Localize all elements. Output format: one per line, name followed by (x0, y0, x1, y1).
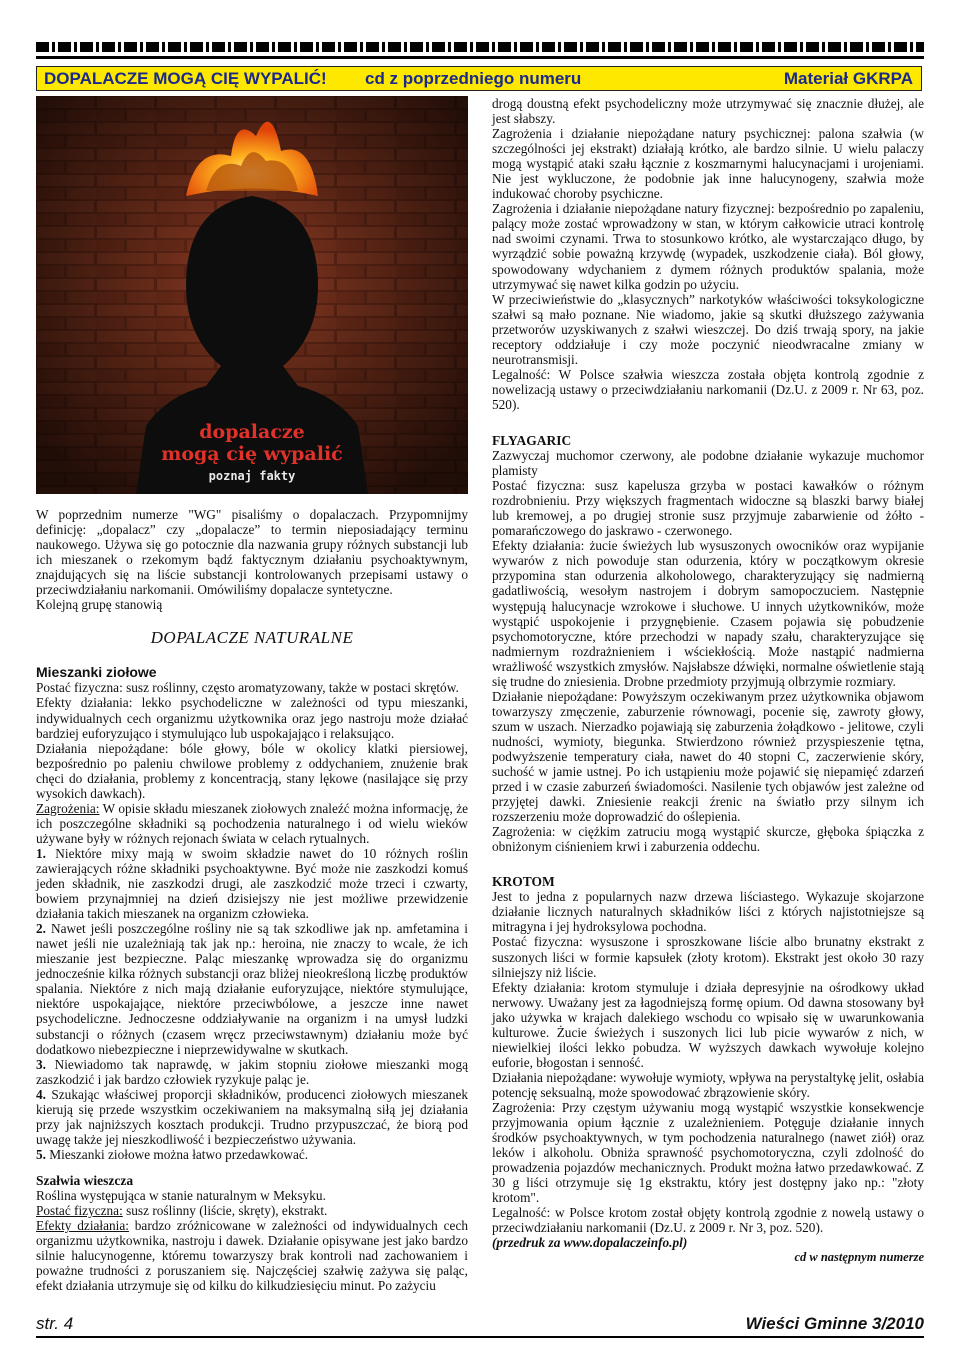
header-banner (36, 66, 922, 91)
point-4-text: Szukając właściwej proporcji składników, producenci ziołowych mieszanek kierują się przede wszystkim oczekiwaniem na maksymalną siłą jej działania przy jak najniższych kosztach produkcji. Trudno przypuszczać, że biorą pod uwagę także jej nieszkodliwość i bezpieczeństwo używania. (36, 1086, 468, 1147)
point-2-number: 2. (36, 921, 46, 937)
poster-line-2: mogą cię wypalić (161, 443, 343, 465)
salvia-effects-text: bardzo zróżnicowane w zależności od indywidualnych cech organizmu użytkownika, nastroju i dawek. Działanie opisywane jest jako bardzo silnie halucynogenne, któremu towarzyszy brak kontroli nad zachowaniem i poważne trudności z poruszaniem się. Najczęściej szałwię zażywa się paląc, efekt działania utrzymuje się od kilku do kilkudziesięciu minut. Po zażyciu (36, 1218, 468, 1294)
mix-physical-form: Postać fizyczna: susz roślinny, często aromatyzowany, także w postaci skrętów. (36, 680, 459, 696)
continuation-note: cd z poprzedniego numeru (365, 69, 582, 88)
flyagaric-side-effects: Działanie niepożądane: Powyższym oczekiwanym przez użytkownika objawom towarzyszy zmęczenie, zaburzenie równowagi, pocenie się, zawroty głowy, szum w uszach. Nierzadko pojawiają się zaburzenia żołądkowo - jelitowe, czyli nudności, wymioty, biegunka. Stwierdzono również przyspieszenie tętna, podwyższenie temperatury ciała, nawet do 40 stopni C, zaczerwienie skóry, suchość w jamie ustnej. Po ich ustąpieniu może pojawić się niepamięć zdarzeń przed i w czasie zaburzeń świadomości. Nasilenie tych objawów jest zależne od przyjętej dawki. Zniesienie reakcji źrenic na światło przy silnym ich rozszerzeniu może doprowadzić do oślepienia. (492, 688, 924, 825)
point-1-text: Niektóre mixy mają w swoim składzie nawet do 10 różnych roślin zawierających różne składniki psychoaktywne. Być może nie zaszkodzi komuś jeden składnik, nie zaszkodzi drugi, ale zaszkodzić może trzeci i czwarty, bowiem przynajmniej na dzień dzisiejszy nie jest możliwe przewidzenie działania takich mieszanek na organizm człowieka. (36, 845, 468, 922)
mix-threats-label: Zagrożenia: (36, 800, 100, 816)
point-4 (36, 1087, 468, 1147)
page-number: str. 4 (36, 1314, 74, 1333)
flyagaric-intro: Zazwyczaj muchomor czerwony, ale podobne działanie wykazuje muchomor plamisty (492, 448, 924, 479)
mix-threats (36, 801, 468, 846)
subsection-krotom: KROTOM (492, 874, 555, 890)
right-column (492, 96, 924, 1266)
subsection-flyagaric: FLYAGARIC (492, 432, 572, 448)
top-rule-line (36, 56, 924, 59)
point-1 (36, 846, 468, 921)
salvia-psychological-threats: Zagrożenia i działanie niepożądane natury psychicznej: palona szałwia (w szczególności jej ekstrakt) działają krótko, ale bardzo silnie. U wielu palaczy mogą wystąpić ataki szału łącznie z koszmarnymi halucynacjami i urojeniami. Nie jest wykluczone, że podobnie jak inne halucynogeny, szałwia może indukować choroby psychiczne. (492, 126, 924, 202)
poster-image (36, 96, 468, 494)
krotom-side-effects: Działania niepożądane: wywołuje wymioty, wpływa na perystaltykę jelit, osłabia potencję seksualną, może spowodować zbrązowienie skóry. (492, 1069, 924, 1100)
point-2-text: Nawet jeśli poszczególne rośliny nie są tak szkodliwe jak np. amfetamina i nawet jeśli nie uzależniają tak jak np.: heroina, nie znaczy to wcale, że ich mieszanie jest bezpieczne. Paląc mieszankę wprowadza się do organizmu jednocześnie kilka różnych substancji oraz bliżej nieokreśloną liczbę produktów spalania. Niektóre z nich mają działanie euforyzujące, niektóre stymulujące, niektóre uspokajające, niektóre przeciwbólowe, a jeszcze inne nawet psychodeliczne. Jednoczesne oddziaływanie na organizm i na umysł ludzki substancji o różnych (czasem wręcz przeciwstawnym) działaniu może być dodatkowo niebezpieczne i nieprzewidywalne w skutkach. (36, 921, 468, 1057)
subsection-salvia: Szałwia wieszcza (36, 1172, 134, 1188)
krotom-threats: Zagrożenia: Przy częstym używaniu mogą wystąpić wszystkie konsekwencje przyjmowania opium łącznie z uzależnieniem. Potęguje działanie innych środków psychoaktywnych, w tym pochodzenia naturalnego (nawet ziół) oraz leków i alkoholu. Obniża sprawność psychomotoryczna, czyli zdolność do prowadzenia pojazdów mechanicznych. Produkt można łatwo przedawkować. Z 30 g liści otrzymuje się 1g ekstraktu, który jest dostępny jako np.: "złoty krotom". (492, 1100, 924, 1206)
krotom-form: Postać fizyczna: wysuszone i sproszkowane liście albo brunatny ekstrakt z suszonych liści w formie kapsułek (złoty krotom). Ekstrakt jest około 30 razy silniejszy niż liście. (492, 934, 924, 980)
salvia-physical-threats: Zagrożenia i działanie niepożądane natury fizycznej: bezpośrednio po zapaleniu, palący może zostać wprowadzony w stan, w którym całkowicie utraci kontrolę nad swoimi czynami. Trwa to stosunkowo krótko, ale wystarczająco długo, by wyrządzić sobie poważną krzywdę (wypadek, uszkodzenie ciała). Ból głowy, spowodowany wdychaniem z dymem różnych produktów spalania, może utrzymywać się nawet kilka godzin po użyciu. (492, 201, 924, 292)
mix-threats-text: W opisie składu mieszanek ziołowych znaleźć można informację, że ich poszczególne składniki są pochodzenia naturalnego i od wielu wieków używane były w różnych rejonach świata w celach rytualnych. (36, 800, 468, 846)
point-4-number: 4. (36, 1086, 46, 1102)
point-5-text: Mieszanki ziołowe można łatwo przedawkować. (45, 1146, 309, 1162)
salvia-form (36, 1203, 468, 1218)
mix-side-effects: Działania niepożądane: bóle głowy, bóle w okolicy klatki piersiowej, bezpośrednio po paleniu chwilowe problemy z oddychaniem, znużenie brak chęci do działania, problemy z koncentracją, stany lękowe (nasilające się przy wysokich dawkach). (36, 740, 468, 801)
poster-illustration (36, 96, 468, 494)
point-3-text: Niewiadomo tak naprawdę, w jakim stopniu ziołowe mieszanki mogą zaszkodzić i jak bardzo człowiek ryzykuje paląc je. (36, 1056, 468, 1087)
salvia-legality: Legalność: W Polsce szałwia wieszcza została objęta kontrolą zgodnie z nowelizacją ustawy o przeciwdziałaniu narkomanii (Dz.U. z 2009 r. Nr 63, poz. 520). (492, 366, 924, 412)
salvia-effects (36, 1218, 468, 1293)
salvia-origin: Roślina występująca w stanie naturalnym w Meksyku. (36, 1187, 326, 1203)
top-decorative-rule (36, 42, 924, 52)
section-heading: DOPALACZE NATURALNE (150, 628, 354, 648)
continued-note: cd w następnym numerze (794, 1250, 924, 1265)
salvia-form-text: susz roślinny (liście, skręty), ekstrakt. (122, 1203, 328, 1219)
krotom-intro: Jest to jedna z popularnych nazw drzewa liściastego. Wykazuje skojarzone działanie licznych naturalnych składników liści z których najistotniejsze są mitragyna i jej hydroksylowa pochodna. (492, 889, 924, 935)
salvia-form-label: Postać fizyczna: (36, 1203, 123, 1219)
salvia-toxicology: W przeciwieństwie do „klasycznych” narkotyków właściwości toksykologiczne szałwi są mało poznane. Nie wiadomo, jakie są skutki dłuższego zażywania przetworów uzyskiwanych z szałwi wieszczej. Do dziś trwają spory, na jakie receptory oddziałuje i czy może poczynić nieodwracalne zmiany w neurotransmisji. (492, 291, 924, 367)
bottom-rule (36, 1336, 924, 1338)
point-3 (36, 1057, 468, 1087)
flyagaric-effects: Efekty działania: żucie świeżych lub wysuszonych owocników oraz wypijanie wywarów z nich powoduje stan odurzenia, który w początkowym okresie przypomina stan odurzenia alkoholowego, charakteryzujący się nadmierną gadatliwością, wesołym nastrojem i dobrym samopoczuciem. Następnie występują halucynacje wzrokowe i słuchowe. U innych użytkowników, może wystąpić uspokojenie i przygnębienie. Czasem pojawia się pobudzenie psychomotoryczne, które przechodzi w napady szału, charakteryzujące się nadmiernym rozdrażnieniem i wściekłością. Może nastąpić nadmierna wrażliwość wszystkich zmysłów. Najsłabsze dźwięki, normalne oświetlenie stają się trudne do zniesienia. Drobne przedmioty przyjmują olbrzymie rozmiary. (492, 538, 924, 689)
salvia-effects-label: Efekty działania: (36, 1218, 129, 1234)
subsection-herbal-mixes: Mieszanki ziołowe (36, 664, 157, 681)
krotom-legality: Legalność: w Polsce krotom został objęty kontrolą zgodnie z nowelą ustawy o przeciwdziałaniu narkomanii (Dz.U. z 2009 r. Nr 3, poz. 520). (492, 1205, 924, 1236)
point-1-number: 1. (36, 845, 46, 861)
poster-line-1: dopalacze (199, 421, 305, 443)
point-5 (36, 1147, 468, 1162)
article-title: DOPALACZE MOGĄ CIĘ WYPALIĆ! (44, 69, 327, 88)
point-3-number: 3. (36, 1056, 46, 1072)
flyagaric-threats: Zagrożenia: w ciężkim zatruciu mogą wystąpić skurcze, głęboka śpiączka z obniżonym ciśnieniem krwi i zaburzenia oddechu. (492, 824, 924, 855)
point-5-number: 5. (36, 1146, 46, 1162)
mix-effects: Efekty działania: lekko psychodeliczne w zależności od typu mieszanki, indywidualnych cech organizmu użytkownika oraz jego nastroju może działać bardziej euforyzująco i stymulująco lub uspokajająco i relaksująco. (36, 695, 468, 741)
poster-line-3: poznaj fakty (208, 469, 296, 483)
intro-lead: Kolejną grupę stanowią (36, 597, 163, 613)
point-2 (36, 921, 468, 1056)
flyagaric-form: Postać fizyczna: susz kapelusza grzyba w postaci kawałków o różnym rozdrobnieniu. Przy większych fragmentach widoczne są blaszki barwy białej lub kremowej, a po drugiej stronie susz przyjmuje zabarwienie od żółto - pomarańczowego do jaskrawo - czerwonego. (492, 478, 924, 539)
intro-paragraph: W poprzednim numerze "WG" pisaliśmy o dopalaczach. Przypomnijmy definicję: „dopalacz” czy „dopalacze” to termin nieposiadający terminu naukowego. Używa się go potocznie dla nazwania grupy różnych substancji lub ich mieszanek o rzekomym bądź faktycznym działaniu psychoaktywnym, znajdujących się na liście substancji kontrolowanych przepisami ustawy o przeciwdziałaniu narkomanii. Omówiliśmy dopalacze syntetyczne. (36, 507, 468, 598)
krotom-effects: Efekty działania: krotom stymuluje i działa depresyjnie na ośrodkowy układ nerwowy. Uważany jest za łagodniejszą formę opium. Od dawna stosowany był jako używka w krajach dalekiego wschodu co wpisało się w uwarunkowania kulturowe. Żucie świeżych i suszonych lici lub picie wywarów z nich, w niewielkiej ilości lekko pobudza. W wyższych dawkach wywołuje kolejno euforie, błogostan i senność. (492, 979, 924, 1070)
reprint-source: (przedruk za www.dopalaczeinfo.pl) (492, 1235, 688, 1251)
magazine-issue: Wieści Gminne 3/2010 (745, 1314, 924, 1333)
source-credit: Materiał GKRPA (783, 69, 913, 88)
left-column (36, 507, 468, 1293)
salvia-continued: drogą doustną efekt psychodeliczny może utrzymywać się znacznie dłużej, ale jest słabszy. (492, 96, 924, 127)
